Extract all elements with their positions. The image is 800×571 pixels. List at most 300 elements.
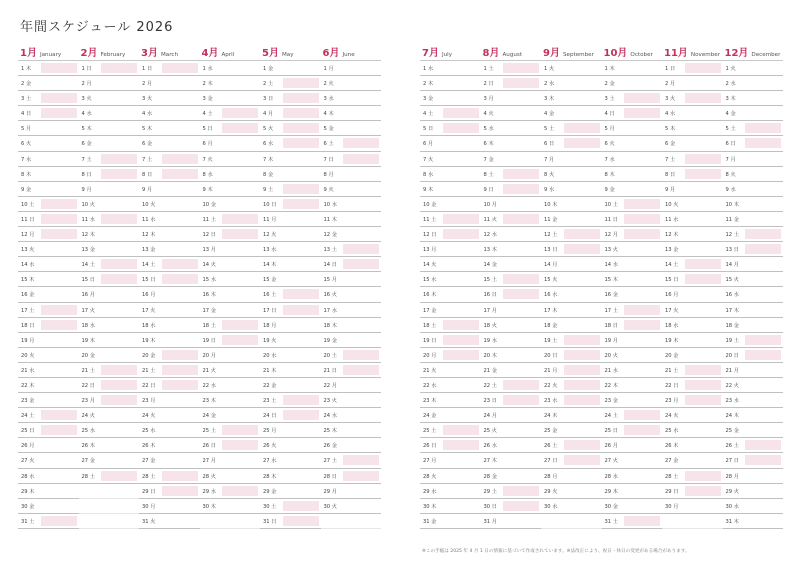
day-row[interactable] — [602, 303, 663, 318]
day-row[interactable] — [723, 197, 784, 212]
day-row[interactable] — [481, 76, 542, 91]
day-row[interactable] — [723, 453, 784, 468]
day-row[interactable] — [18, 484, 79, 499]
day-row[interactable] — [602, 227, 663, 242]
day-row[interactable] — [260, 76, 321, 91]
day-row[interactable] — [662, 121, 723, 136]
day-row[interactable] — [420, 318, 481, 333]
day-row[interactable] — [139, 121, 200, 136]
day-row[interactable] — [541, 242, 602, 257]
day-row[interactable] — [321, 453, 382, 468]
day-row[interactable] — [481, 514, 542, 529]
day-row[interactable] — [139, 257, 200, 272]
day-row[interactable] — [541, 121, 602, 136]
day-row[interactable] — [79, 182, 140, 197]
day-row[interactable] — [420, 348, 481, 363]
day-row[interactable] — [602, 469, 663, 484]
day-row[interactable] — [481, 378, 542, 393]
day-row[interactable] — [79, 393, 140, 408]
day-row[interactable] — [139, 363, 200, 378]
day-row[interactable] — [420, 212, 481, 227]
day-row[interactable] — [321, 212, 382, 227]
day-row[interactable] — [139, 408, 200, 423]
day-row[interactable] — [662, 499, 723, 514]
day-row[interactable] — [18, 182, 79, 197]
day-row[interactable] — [79, 167, 140, 182]
day-row[interactable] — [200, 453, 261, 468]
day-row[interactable] — [18, 61, 79, 76]
day-row[interactable] — [139, 514, 200, 529]
day-row[interactable] — [321, 287, 382, 302]
day-row[interactable] — [481, 484, 542, 499]
day-row[interactable] — [602, 136, 663, 151]
day-row[interactable] — [481, 453, 542, 468]
day-row[interactable] — [481, 438, 542, 453]
day-row[interactable] — [79, 91, 140, 106]
day-row[interactable] — [321, 106, 382, 121]
day-row[interactable] — [321, 121, 382, 136]
day-row[interactable] — [200, 152, 261, 167]
day-row[interactable] — [541, 438, 602, 453]
day-row[interactable] — [723, 121, 784, 136]
day-row[interactable] — [139, 318, 200, 333]
day-row[interactable] — [541, 91, 602, 106]
day-row[interactable] — [662, 197, 723, 212]
day-row[interactable] — [662, 363, 723, 378]
day-row[interactable] — [139, 227, 200, 242]
day-row[interactable] — [200, 333, 261, 348]
day-row[interactable] — [139, 152, 200, 167]
day-row[interactable] — [723, 212, 784, 227]
day-row[interactable] — [321, 423, 382, 438]
day-row[interactable] — [139, 499, 200, 514]
day-row[interactable] — [541, 363, 602, 378]
day-row[interactable] — [200, 484, 261, 499]
day-row[interactable] — [481, 393, 542, 408]
day-row[interactable] — [541, 227, 602, 242]
day-row[interactable] — [420, 514, 481, 529]
day-row[interactable] — [79, 212, 140, 227]
day-row[interactable] — [420, 106, 481, 121]
day-row[interactable] — [602, 152, 663, 167]
day-row[interactable] — [79, 469, 140, 484]
day-row[interactable] — [200, 242, 261, 257]
day-row[interactable] — [260, 348, 321, 363]
day-row[interactable] — [200, 197, 261, 212]
day-row[interactable] — [260, 469, 321, 484]
day-row[interactable] — [723, 91, 784, 106]
day-row[interactable] — [662, 438, 723, 453]
day-row[interactable] — [662, 227, 723, 242]
day-row[interactable] — [260, 167, 321, 182]
day-row[interactable] — [420, 484, 481, 499]
day-row[interactable] — [723, 76, 784, 91]
day-row[interactable] — [481, 212, 542, 227]
day-row[interactable] — [79, 106, 140, 121]
day-row[interactable] — [420, 363, 481, 378]
day-row[interactable] — [602, 408, 663, 423]
day-row[interactable] — [139, 136, 200, 151]
day-row[interactable] — [79, 408, 140, 423]
day-row[interactable] — [79, 136, 140, 151]
day-row[interactable] — [260, 272, 321, 287]
day-row[interactable] — [602, 423, 663, 438]
day-row[interactable] — [481, 121, 542, 136]
day-row[interactable] — [541, 152, 602, 167]
day-row[interactable] — [420, 272, 481, 287]
day-row[interactable] — [260, 333, 321, 348]
day-row[interactable] — [662, 167, 723, 182]
day-row[interactable] — [420, 61, 481, 76]
day-row[interactable] — [260, 453, 321, 468]
day-row[interactable] — [18, 348, 79, 363]
day-row[interactable] — [602, 484, 663, 499]
day-row[interactable] — [79, 348, 140, 363]
day-row[interactable] — [321, 348, 382, 363]
day-row[interactable] — [662, 423, 723, 438]
day-row[interactable] — [260, 363, 321, 378]
day-row[interactable] — [200, 438, 261, 453]
day-row[interactable] — [420, 76, 481, 91]
day-row[interactable] — [723, 363, 784, 378]
day-row[interactable] — [602, 438, 663, 453]
day-row[interactable] — [321, 242, 382, 257]
day-row[interactable] — [723, 106, 784, 121]
day-row[interactable] — [723, 318, 784, 333]
day-row[interactable] — [420, 242, 481, 257]
day-row[interactable] — [662, 182, 723, 197]
day-row[interactable] — [420, 303, 481, 318]
day-row[interactable] — [602, 257, 663, 272]
day-row[interactable] — [420, 469, 481, 484]
day-row[interactable] — [139, 423, 200, 438]
day-row[interactable] — [420, 182, 481, 197]
day-row[interactable] — [18, 469, 79, 484]
day-row[interactable] — [321, 484, 382, 499]
day-row[interactable] — [18, 242, 79, 257]
day-row[interactable] — [662, 257, 723, 272]
day-row[interactable] — [420, 453, 481, 468]
day-row[interactable] — [79, 257, 140, 272]
day-row[interactable] — [723, 152, 784, 167]
day-row[interactable] — [662, 333, 723, 348]
day-row[interactable] — [79, 76, 140, 91]
day-row[interactable] — [139, 378, 200, 393]
day-row[interactable] — [260, 514, 321, 529]
day-row[interactable] — [662, 136, 723, 151]
day-row[interactable] — [541, 61, 602, 76]
day-row[interactable] — [602, 167, 663, 182]
day-row[interactable] — [541, 453, 602, 468]
day-row[interactable] — [481, 197, 542, 212]
day-row[interactable] — [602, 287, 663, 302]
day-row[interactable] — [18, 438, 79, 453]
day-row[interactable] — [541, 136, 602, 151]
day-row[interactable] — [602, 393, 663, 408]
day-row[interactable] — [541, 423, 602, 438]
day-row[interactable] — [723, 484, 784, 499]
day-row[interactable] — [541, 318, 602, 333]
day-row[interactable] — [200, 393, 261, 408]
day-row[interactable] — [79, 287, 140, 302]
day-row[interactable] — [321, 469, 382, 484]
day-row[interactable] — [18, 212, 79, 227]
day-row[interactable] — [321, 408, 382, 423]
day-row[interactable] — [481, 242, 542, 257]
day-row[interactable] — [200, 272, 261, 287]
day-row[interactable] — [662, 272, 723, 287]
day-row[interactable] — [18, 152, 79, 167]
day-row[interactable] — [321, 136, 382, 151]
day-row[interactable] — [321, 197, 382, 212]
day-row[interactable] — [200, 257, 261, 272]
day-row[interactable] — [260, 91, 321, 106]
day-row[interactable] — [723, 303, 784, 318]
day-row[interactable] — [200, 303, 261, 318]
day-row[interactable] — [200, 167, 261, 182]
day-row[interactable] — [18, 121, 79, 136]
day-row[interactable] — [481, 136, 542, 151]
day-row[interactable] — [200, 76, 261, 91]
day-row[interactable] — [420, 378, 481, 393]
day-row[interactable] — [541, 182, 602, 197]
day-row[interactable] — [602, 318, 663, 333]
day-row[interactable] — [420, 121, 481, 136]
day-row[interactable] — [420, 287, 481, 302]
day-row[interactable] — [481, 227, 542, 242]
day-row[interactable] — [662, 469, 723, 484]
day-row[interactable] — [602, 197, 663, 212]
day-row[interactable] — [200, 136, 261, 151]
day-row[interactable] — [602, 333, 663, 348]
day-row[interactable] — [723, 469, 784, 484]
day-row[interactable] — [541, 106, 602, 121]
day-row[interactable] — [541, 303, 602, 318]
day-row[interactable] — [260, 423, 321, 438]
day-row[interactable] — [420, 423, 481, 438]
day-row[interactable] — [200, 423, 261, 438]
day-row[interactable] — [200, 91, 261, 106]
day-row[interactable] — [321, 363, 382, 378]
day-row[interactable] — [260, 197, 321, 212]
day-row[interactable] — [662, 318, 723, 333]
day-row[interactable] — [260, 152, 321, 167]
day-row[interactable] — [200, 287, 261, 302]
day-row[interactable] — [602, 514, 663, 529]
day-row[interactable] — [139, 272, 200, 287]
day-row[interactable] — [662, 287, 723, 302]
day-row[interactable] — [662, 303, 723, 318]
day-row[interactable] — [200, 106, 261, 121]
day-row[interactable] — [79, 423, 140, 438]
day-row[interactable] — [602, 378, 663, 393]
day-row[interactable] — [79, 152, 140, 167]
day-row[interactable] — [321, 318, 382, 333]
day-row[interactable] — [662, 408, 723, 423]
day-row[interactable] — [420, 257, 481, 272]
day-row[interactable] — [18, 167, 79, 182]
day-row[interactable] — [723, 287, 784, 302]
day-row[interactable] — [79, 197, 140, 212]
day-row[interactable] — [321, 91, 382, 106]
day-row[interactable] — [602, 499, 663, 514]
day-row[interactable] — [18, 227, 79, 242]
day-row[interactable] — [602, 61, 663, 76]
day-row[interactable] — [321, 167, 382, 182]
day-row[interactable] — [602, 76, 663, 91]
day-row[interactable] — [200, 318, 261, 333]
day-row[interactable] — [723, 167, 784, 182]
day-row[interactable] — [481, 106, 542, 121]
day-row[interactable] — [79, 453, 140, 468]
day-row[interactable] — [321, 257, 382, 272]
day-row[interactable] — [260, 438, 321, 453]
day-row[interactable] — [139, 212, 200, 227]
day-row[interactable] — [260, 408, 321, 423]
day-row[interactable] — [139, 242, 200, 257]
day-row[interactable] — [321, 303, 382, 318]
day-row[interactable] — [139, 61, 200, 76]
day-row[interactable] — [260, 287, 321, 302]
day-row[interactable] — [541, 469, 602, 484]
day-row[interactable] — [18, 453, 79, 468]
day-row[interactable] — [602, 453, 663, 468]
day-row[interactable] — [139, 197, 200, 212]
day-row[interactable] — [723, 499, 784, 514]
day-row[interactable] — [723, 378, 784, 393]
day-row[interactable] — [481, 272, 542, 287]
day-row[interactable] — [723, 438, 784, 453]
day-row[interactable] — [18, 287, 79, 302]
day-row[interactable] — [481, 287, 542, 302]
day-row[interactable] — [541, 408, 602, 423]
day-row[interactable] — [18, 272, 79, 287]
day-row[interactable] — [18, 136, 79, 151]
day-row[interactable] — [79, 227, 140, 242]
day-row[interactable] — [200, 121, 261, 136]
day-row[interactable] — [79, 333, 140, 348]
day-row[interactable] — [541, 378, 602, 393]
day-row[interactable] — [602, 182, 663, 197]
day-row[interactable] — [18, 423, 79, 438]
day-row[interactable] — [420, 152, 481, 167]
day-row[interactable] — [260, 242, 321, 257]
day-row[interactable] — [420, 91, 481, 106]
day-row[interactable] — [662, 91, 723, 106]
day-row[interactable] — [420, 408, 481, 423]
day-row[interactable] — [481, 91, 542, 106]
day-row[interactable] — [723, 242, 784, 257]
day-row[interactable] — [139, 348, 200, 363]
day-row[interactable] — [321, 272, 382, 287]
day-row[interactable] — [139, 438, 200, 453]
day-row[interactable] — [79, 121, 140, 136]
day-row[interactable] — [602, 106, 663, 121]
day-row[interactable] — [723, 61, 784, 76]
day-row[interactable] — [260, 136, 321, 151]
day-row[interactable] — [481, 469, 542, 484]
day-row[interactable] — [321, 378, 382, 393]
day-row[interactable] — [420, 333, 481, 348]
day-row[interactable] — [79, 61, 140, 76]
day-row[interactable] — [541, 272, 602, 287]
day-row[interactable] — [723, 272, 784, 287]
day-row[interactable] — [79, 438, 140, 453]
day-row[interactable] — [541, 393, 602, 408]
day-row[interactable] — [18, 333, 79, 348]
day-row[interactable] — [541, 499, 602, 514]
day-row[interactable] — [79, 378, 140, 393]
day-row[interactable] — [662, 484, 723, 499]
day-row[interactable] — [79, 272, 140, 287]
day-row[interactable] — [541, 287, 602, 302]
day-row[interactable] — [420, 167, 481, 182]
day-row[interactable] — [18, 408, 79, 423]
day-row[interactable] — [139, 76, 200, 91]
day-row[interactable] — [481, 61, 542, 76]
day-row[interactable] — [321, 438, 382, 453]
day-row[interactable] — [139, 484, 200, 499]
day-row[interactable] — [541, 257, 602, 272]
day-row[interactable] — [420, 227, 481, 242]
day-row[interactable] — [260, 121, 321, 136]
day-row[interactable] — [260, 303, 321, 318]
day-row[interactable] — [200, 227, 261, 242]
day-row[interactable] — [602, 363, 663, 378]
day-row[interactable] — [420, 393, 481, 408]
day-row[interactable] — [723, 514, 784, 529]
day-row[interactable] — [481, 182, 542, 197]
day-row[interactable] — [481, 363, 542, 378]
day-row[interactable] — [139, 333, 200, 348]
day-row[interactable] — [260, 499, 321, 514]
day-row[interactable] — [723, 348, 784, 363]
day-row[interactable] — [541, 212, 602, 227]
day-row[interactable] — [723, 136, 784, 151]
day-row[interactable] — [723, 257, 784, 272]
day-row[interactable] — [481, 348, 542, 363]
day-row[interactable] — [200, 408, 261, 423]
day-row[interactable] — [481, 257, 542, 272]
day-row[interactable] — [481, 333, 542, 348]
day-row[interactable] — [481, 499, 542, 514]
day-row[interactable] — [18, 499, 79, 514]
day-row[interactable] — [602, 212, 663, 227]
day-row[interactable] — [139, 393, 200, 408]
day-row[interactable] — [662, 393, 723, 408]
day-row[interactable] — [139, 91, 200, 106]
day-row[interactable] — [18, 363, 79, 378]
day-row[interactable] — [723, 182, 784, 197]
day-row[interactable] — [200, 182, 261, 197]
day-row[interactable] — [321, 152, 382, 167]
day-row[interactable] — [139, 167, 200, 182]
day-row[interactable] — [200, 499, 261, 514]
day-row[interactable] — [18, 378, 79, 393]
day-row[interactable] — [602, 91, 663, 106]
day-row[interactable] — [662, 61, 723, 76]
day-row[interactable] — [723, 393, 784, 408]
day-row[interactable] — [139, 287, 200, 302]
day-row[interactable] — [79, 363, 140, 378]
day-row[interactable] — [260, 106, 321, 121]
day-row[interactable] — [662, 348, 723, 363]
day-row[interactable] — [260, 318, 321, 333]
day-row[interactable] — [321, 227, 382, 242]
day-row[interactable] — [420, 197, 481, 212]
day-row[interactable] — [18, 76, 79, 91]
day-row[interactable] — [481, 318, 542, 333]
